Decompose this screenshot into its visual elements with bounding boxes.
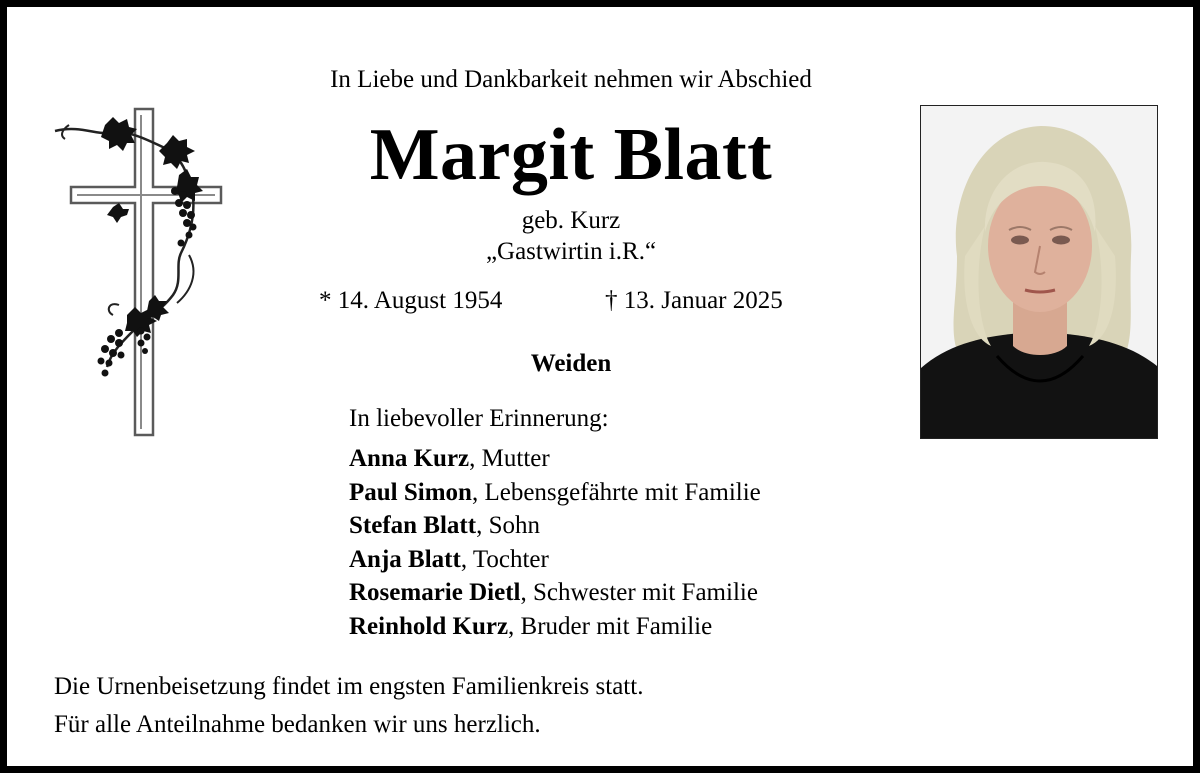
memory-heading: In liebevoller Erinnerung: bbox=[349, 405, 609, 432]
mourner-relation: , Tochter bbox=[460, 545, 549, 573]
mourner-relation: , Bruder mit Familie bbox=[508, 612, 713, 640]
closing-line-1: Die Urnenbeisetzung findet im engsten Familienkreis statt. bbox=[54, 673, 644, 700]
list-item bbox=[349, 442, 761, 476]
list-item bbox=[349, 509, 761, 543]
mourner-name: Anna Kurz bbox=[349, 445, 470, 472]
list-item bbox=[349, 610, 761, 644]
birth-date: * 14. August 1954 bbox=[319, 287, 503, 314]
list-item bbox=[349, 576, 761, 610]
list-item bbox=[349, 543, 761, 577]
mourner-name: Rosemarie Dietl bbox=[349, 579, 521, 607]
birth-name: geb. Kurz bbox=[521, 207, 621, 234]
intro-line: In Liebe und Dankbarkeit nehmen wir Abschied bbox=[330, 66, 812, 93]
cross-with-vine-icon bbox=[49, 105, 229, 441]
mourner-relation: , Lebensgefährte mit Familie bbox=[471, 478, 761, 506]
list-item bbox=[349, 476, 761, 510]
mourner-relation: , Schwester mit Familie bbox=[520, 579, 758, 607]
portrait-photo bbox=[920, 105, 1158, 439]
deceased-name: Margit Blatt bbox=[369, 114, 773, 196]
death-date: † 13. Januar 2025 bbox=[605, 287, 783, 314]
mourner-relation: , Sohn bbox=[476, 512, 540, 540]
place: Weiden bbox=[530, 350, 612, 377]
mourner-name: Anja Blatt bbox=[349, 545, 461, 573]
mourner-name: Stefan Blatt bbox=[349, 512, 477, 540]
closing-line-2: Für alle Anteilnahme bedanken wir uns herzlich. bbox=[54, 711, 541, 738]
portrait-illustration bbox=[921, 106, 1157, 438]
mourner-name: Paul Simon bbox=[349, 478, 472, 506]
mourner-name: Reinhold Kurz bbox=[349, 612, 509, 640]
mourner-list bbox=[349, 442, 761, 644]
mourner-relation: , Mutter bbox=[469, 445, 550, 472]
occupation: „Gastwirtin i.R.“ bbox=[485, 238, 657, 265]
